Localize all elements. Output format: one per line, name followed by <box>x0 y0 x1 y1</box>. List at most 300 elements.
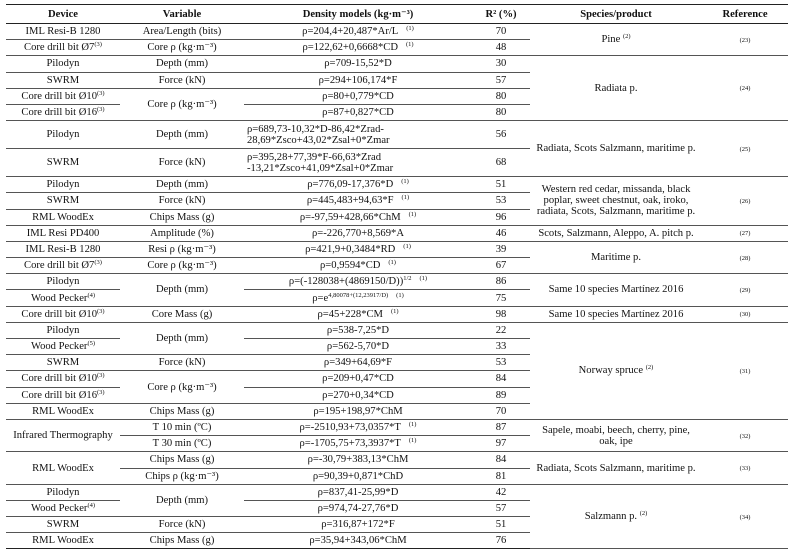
species-cell <box>530 225 702 241</box>
density-model-cell <box>244 452 472 468</box>
species-product: Maritime p. <box>590 252 641 264</box>
header-density-models: Density models (kg·m⁻³) <box>244 5 472 24</box>
r2-cell <box>472 24 530 40</box>
device-name: Wood Pecker <box>30 341 88 353</box>
table-row <box>6 241 788 257</box>
device-cell <box>6 419 120 451</box>
model-footnote: (1) <box>406 25 414 33</box>
model-note-spacer <box>401 212 409 223</box>
r2-cell <box>472 322 530 338</box>
density-model: ρ=87+0,827*CD <box>322 107 394 119</box>
r2-value: 33 <box>495 341 507 353</box>
r2-value: 46 <box>495 227 507 239</box>
device-name: RML WoodEx <box>32 462 94 474</box>
variable-cell <box>120 403 244 419</box>
r2-cell <box>472 355 530 371</box>
variable-name: Chips Mass (g) <box>149 535 215 547</box>
density-model: ρ=-97,59+428,66*ChM <box>299 211 401 223</box>
device-name: Core drill bit Ø10 <box>21 308 98 320</box>
variable-name: Area/Length (bits) <box>142 26 222 38</box>
table-row <box>6 24 788 40</box>
table-row <box>6 306 788 322</box>
r2-value: 51 <box>495 519 507 531</box>
device-name: Pilodyn <box>46 324 80 336</box>
r2-value: 86 <box>495 276 507 288</box>
r2-value: 57 <box>495 74 507 86</box>
device-cell <box>6 104 120 120</box>
density-model-cell <box>244 533 472 549</box>
r2-value: 68 <box>495 157 507 169</box>
device-cell <box>6 322 120 338</box>
r2-cell <box>472 72 530 88</box>
species-product: Radiata, Scots Salzmann, maritime p. <box>536 143 696 155</box>
reference-cell <box>702 419 788 451</box>
model-note-spacer <box>401 422 409 433</box>
r2-value: 80 <box>495 107 507 119</box>
device-cell <box>6 56 120 72</box>
density-model: ρ=209+0,47*CD <box>322 373 394 385</box>
variable-name: Force (kN) <box>158 519 206 531</box>
device-name: Core drill bit Ø10 <box>21 90 98 102</box>
density-model: ρ=35,94+343,06*ChM <box>309 535 407 547</box>
header-reference: Reference <box>702 5 788 24</box>
r2-value: 70 <box>495 405 507 417</box>
variable-cell <box>120 517 244 533</box>
table-row <box>6 419 788 435</box>
variable-cell <box>120 419 244 435</box>
variable-name: Chips Mass (g) <box>149 454 215 466</box>
r2-cell <box>472 40 530 56</box>
density-model-cell <box>244 193 472 209</box>
device-cell <box>6 225 120 241</box>
device-name: Pilodyn <box>46 179 80 191</box>
reference-cell <box>702 306 788 322</box>
reference-number: (25) <box>739 145 751 153</box>
reference-cell <box>702 274 788 306</box>
r2-cell <box>472 177 530 193</box>
density-model: ρ=837,41-25,99*D <box>317 486 399 498</box>
r2-value: 39 <box>495 243 507 255</box>
r2-cell <box>472 88 530 104</box>
reference-cell <box>702 225 788 241</box>
device-cell <box>6 355 120 371</box>
device-footnote: (3) <box>97 307 105 315</box>
device-cell <box>6 88 120 104</box>
variable-name: Force (kN) <box>158 357 206 369</box>
device-cell <box>6 24 120 40</box>
variable-cell <box>120 72 244 88</box>
density-model-cell <box>244 258 472 274</box>
species-cell <box>530 419 702 451</box>
table-container <box>6 4 788 549</box>
device-cell <box>6 533 120 549</box>
density-model-cell <box>244 121 472 149</box>
model-footnote: (1) <box>401 194 410 202</box>
r2-cell <box>472 290 530 306</box>
density-model-cell <box>244 88 472 104</box>
device-footnote: (3) <box>97 372 105 380</box>
species-product: Pine <box>601 34 621 46</box>
r2-value: 67 <box>495 260 507 272</box>
device-footnote: (3) <box>97 89 105 97</box>
density-model-cell <box>244 339 472 355</box>
device-cell <box>6 258 120 274</box>
density-model-cell <box>244 419 472 435</box>
r2-value: 53 <box>495 357 507 369</box>
reference-cell <box>702 24 788 56</box>
density-model: ρ=689,73-10,32*D-86,42*Zrad-28,69*Zsco+43,02*Zsal+0*Zmar <box>247 123 390 146</box>
species-product: Western red cedar, missanda, black poplar, sweet chestnut, oak, iroko, radiata, Scots, Salzmann, maritime p. <box>536 184 696 218</box>
density-model-cell <box>244 468 472 484</box>
variable-cell <box>120 452 244 468</box>
density-model-cell <box>244 517 472 533</box>
density-model: ρ=204,4+20,487*Ar/L <box>302 26 399 38</box>
header-row <box>6 5 788 24</box>
species-product: Salzmann p. <box>584 511 638 523</box>
density-model-cell <box>244 72 472 88</box>
species-cell <box>530 322 702 419</box>
model-footnote: (1) <box>405 41 414 49</box>
reference-cell <box>702 56 788 121</box>
r2-value: 97 <box>495 438 507 450</box>
reference-number: (24) <box>739 85 751 93</box>
r2-cell <box>472 274 530 290</box>
model-footnote: (1) <box>396 291 404 299</box>
device-name: RML WoodEx <box>32 211 94 223</box>
model-note-spacer <box>393 179 401 190</box>
variable-cell <box>120 436 244 452</box>
variable-cell <box>120 40 244 56</box>
reference-cell <box>702 177 788 226</box>
density-model: ρ=445,483+94,63*F <box>306 195 394 207</box>
table-row <box>6 484 788 500</box>
variable-cell <box>120 468 244 484</box>
model-footnote: (1) <box>390 307 399 315</box>
species-cell <box>530 306 702 322</box>
variable-cell <box>120 306 244 322</box>
device-cell <box>6 177 120 193</box>
variable-cell <box>120 322 244 354</box>
density-model-cell <box>244 209 472 225</box>
device-name: IML Resi-B 1280 <box>25 26 101 38</box>
variable-cell <box>120 484 244 516</box>
device-cell <box>6 274 120 290</box>
table-row <box>6 225 788 241</box>
variable-name: Force (kN) <box>158 195 206 207</box>
table-row <box>6 177 788 193</box>
device-cell <box>6 72 120 88</box>
density-model: ρ=-2510,93+73,0357*T <box>299 422 401 434</box>
device-name: Wood Pecker <box>30 292 88 304</box>
variable-cell <box>120 274 244 306</box>
r2-value: 22 <box>495 324 507 336</box>
density-model: ρ=270+0,34*CD <box>322 389 394 401</box>
density-model: ρ=562-5,70*D <box>326 341 390 353</box>
variable-cell <box>120 177 244 193</box>
reference-cell <box>702 241 788 273</box>
r2-cell <box>472 468 530 484</box>
device-name: Core drill bit Ø16 <box>21 389 98 401</box>
device-name: Wood Pecker <box>30 502 88 514</box>
variable-name: Core Mass (g) <box>151 308 213 320</box>
model-footnote: (1) <box>388 259 396 267</box>
model-note-spacer <box>388 293 396 304</box>
device-name: SWRM <box>46 195 80 207</box>
density-model: ρ=421,9+0,3484*RD <box>305 243 396 255</box>
header-variable: Variable <box>120 5 244 24</box>
r2-value: 57 <box>495 502 507 514</box>
variable-cell <box>120 371 244 403</box>
density-model: ρ=0,9594*CD <box>320 260 381 272</box>
r2-cell <box>472 371 530 387</box>
variable-name: Chips ρ (kg·m⁻³) <box>145 470 219 482</box>
r2-cell <box>472 193 530 209</box>
species-cell <box>530 452 702 484</box>
device-name: SWRM <box>46 519 80 531</box>
r2-cell <box>472 484 530 500</box>
reference-number: (33) <box>739 465 751 472</box>
device-footnote: (3) <box>94 41 102 49</box>
density-model: ρ=538-7,25*D <box>326 324 390 336</box>
species-product: Same 10 species Martínez 2016 <box>548 308 684 320</box>
species-product: Scots, Salzmann, Aleppo, A. pitch p. <box>538 227 694 239</box>
device-footnote: (4) <box>87 501 96 509</box>
header-device: Device <box>6 5 120 24</box>
device-footnote: (4) <box>87 291 96 299</box>
r2-cell <box>472 149 530 177</box>
species-product: Radiata p. <box>594 82 638 94</box>
density-model: ρ=974,74-27,76*D <box>317 502 399 514</box>
density-model: ρ=395,28+77,39*F-66,63*Zrad -13,21*Zsco+41,09*Zsal+0*Zmar <box>247 151 394 174</box>
density-model: ρ=122,62+0,6668*CD <box>302 42 398 54</box>
model-note-spacer <box>398 42 406 53</box>
variable-cell <box>120 225 244 241</box>
r2-value: 56 <box>495 129 507 141</box>
device-footnote: (3) <box>97 388 105 396</box>
species-cell <box>530 274 702 306</box>
variable-cell <box>120 56 244 72</box>
variable-name: Depth (mm) <box>155 333 209 344</box>
device-name: Core drill bit Ø7 <box>24 260 95 272</box>
density-model: ρ=e <box>312 292 329 304</box>
density-model-cell <box>244 484 472 500</box>
density-model: ρ=90,39+0,871*ChD <box>312 470 404 482</box>
device-name: Core drill bit Ø7 <box>24 42 95 54</box>
r2-cell <box>472 500 530 516</box>
species-cell <box>530 121 702 177</box>
device-name: IML Resi PD400 <box>26 227 100 239</box>
r2-cell <box>472 56 530 72</box>
r2-value: 81 <box>495 470 507 482</box>
variable-name: Amplitude (%) <box>150 227 214 239</box>
r2-cell <box>472 104 530 120</box>
model-note-spacer <box>383 309 391 320</box>
variable-name: Core ρ (kg·m⁻³) <box>147 260 217 272</box>
r2-value: 70 <box>495 26 507 38</box>
density-model-cell <box>244 290 472 306</box>
variable-name: Resi ρ (kg·m⁻³) <box>148 243 216 255</box>
variable-name: T 30 min (ºC) <box>152 438 212 450</box>
density-model-cell <box>244 274 472 290</box>
variable-cell <box>120 241 244 257</box>
r2-cell <box>472 387 530 403</box>
density-model: ρ=-226,770+8,569*A <box>312 227 404 239</box>
table-row <box>6 322 788 338</box>
variable-cell <box>120 24 244 40</box>
r2-cell <box>472 403 530 419</box>
density-model-cell <box>244 436 472 452</box>
density-model-cell <box>244 387 472 403</box>
density-model: ρ=(-128038+(4869150/D)) <box>288 276 404 288</box>
r2-cell <box>472 339 530 355</box>
r2-value: 89 <box>495 389 507 401</box>
density-model: ρ=776,09-17,376*D <box>307 179 394 191</box>
variable-name: Force (kN) <box>158 157 206 169</box>
reference-number: (31) <box>739 367 751 375</box>
model-footnote: (1) <box>401 178 409 186</box>
device-cell <box>6 403 120 419</box>
density-model: ρ=-30,79+383,13*ChM <box>307 454 409 466</box>
device-cell <box>6 241 120 257</box>
device-cell <box>6 484 120 500</box>
density-model-cell <box>244 104 472 120</box>
density-model: ρ=45+228*CM <box>317 308 383 320</box>
variable-cell <box>120 533 244 549</box>
species-product: Same 10 species Martínez 2016 <box>548 284 684 296</box>
model-footnote: (1) <box>408 437 417 445</box>
density-model: ρ=-1705,75+73,3937*T <box>299 438 401 450</box>
reference-cell <box>702 322 788 419</box>
r2-value: 48 <box>495 42 507 54</box>
device-name: SWRM <box>46 74 80 86</box>
device-cell <box>6 209 120 225</box>
model-footnote: (1) <box>403 242 411 250</box>
r2-value: 98 <box>495 308 507 320</box>
device-name: RML WoodEx <box>32 535 94 547</box>
r2-value: 76 <box>495 535 507 547</box>
variable-name: T 10 min (ºC) <box>152 422 212 434</box>
species-product: Sapele, moabi, beech, cherry, pine, oak, ipe <box>542 424 690 447</box>
r2-value: 53 <box>495 195 507 207</box>
reference-number: (32) <box>739 432 751 440</box>
density-model-cell <box>244 355 472 371</box>
reference-number: (29) <box>739 286 751 294</box>
model-footnote: (1) <box>408 421 417 429</box>
variable-name: Depth (mm) <box>155 494 209 506</box>
variable-name: Depth (mm) <box>155 58 209 70</box>
species-footnote: (2) <box>622 33 631 41</box>
r2-cell <box>472 258 530 274</box>
r2-value: 80 <box>495 90 507 102</box>
variable-name: Core ρ (kg·m⁻³) <box>147 381 217 393</box>
variable-name: Core ρ (kg·m⁻³) <box>147 42 217 54</box>
density-model-cell <box>244 371 472 387</box>
device-cell <box>6 517 120 533</box>
model-note-spacer <box>394 195 402 206</box>
species-cell <box>530 56 702 121</box>
density-model-cell <box>244 225 472 241</box>
device-footnote: (5) <box>87 340 96 348</box>
density-models-table <box>6 4 788 549</box>
density-model: ρ=349+64,69*F <box>323 357 393 369</box>
device-cell <box>6 121 120 149</box>
r2-value: 30 <box>495 58 507 70</box>
device-name: IML Resi-B 1280 <box>25 243 101 255</box>
device-footnote: (3) <box>97 106 105 114</box>
model-exponent: 4,80078+(12,23917/D) <box>328 291 389 299</box>
device-name: Core drill bit Ø10 <box>21 373 98 385</box>
device-cell <box>6 306 120 322</box>
device-name: Pilodyn <box>46 129 80 141</box>
reference-number: (28) <box>739 254 751 262</box>
reference-cell <box>702 484 788 549</box>
table-row <box>6 452 788 468</box>
device-name: SWRM <box>46 157 80 169</box>
r2-value: 84 <box>495 373 507 385</box>
r2-cell <box>472 225 530 241</box>
density-model-cell <box>244 177 472 193</box>
device-name: SWRM <box>46 357 80 369</box>
device-cell <box>6 387 120 403</box>
device-name: Pilodyn <box>46 58 80 70</box>
r2-cell <box>472 121 530 149</box>
model-footnote: (1) <box>408 210 417 218</box>
table-row <box>6 56 788 72</box>
species-cell <box>530 241 702 273</box>
density-model-cell <box>244 500 472 516</box>
r2-value: 51 <box>495 179 507 191</box>
model-note-spacer <box>412 276 420 287</box>
species-cell <box>530 484 702 549</box>
r2-cell <box>472 306 530 322</box>
density-model-cell <box>244 40 472 56</box>
variable-name: Chips Mass (g) <box>149 405 215 417</box>
r2-cell <box>472 209 530 225</box>
device-name: Core drill bit Ø16 <box>21 107 98 119</box>
variable-cell <box>120 209 244 225</box>
device-cell <box>6 452 120 484</box>
reference-number: (26) <box>739 197 751 205</box>
device-cell <box>6 500 120 516</box>
device-cell <box>6 290 120 306</box>
density-model-cell <box>244 322 472 338</box>
header-species: Species/product <box>530 5 702 24</box>
species-cell <box>530 24 702 56</box>
variable-cell <box>120 149 244 177</box>
species-product: Radiata, Scots Salzmann, maritime p. <box>536 462 696 474</box>
density-model: ρ=316,87+172*F <box>321 519 395 531</box>
density-model-cell <box>244 24 472 40</box>
species-product: Norway spruce <box>578 365 644 377</box>
variable-cell <box>120 355 244 371</box>
r2-cell <box>472 419 530 435</box>
model-note-spacer <box>401 438 409 449</box>
model-footnote: (1) <box>419 275 428 283</box>
species-footnote: (2) <box>645 364 654 372</box>
variable-name: Chips Mass (g) <box>149 211 215 223</box>
density-model: ρ=294+106,174*F <box>318 74 398 86</box>
density-model-cell <box>244 403 472 419</box>
variable-cell <box>120 88 244 120</box>
density-model: ρ=80+0,779*CD <box>322 90 394 102</box>
table-row <box>6 121 788 149</box>
device-footnote: (3) <box>94 259 102 267</box>
r2-value: 75 <box>495 292 507 304</box>
device-name: Pilodyn <box>46 486 80 498</box>
r2-value: 96 <box>495 211 507 223</box>
species-cell <box>530 177 702 226</box>
r2-cell <box>472 436 530 452</box>
